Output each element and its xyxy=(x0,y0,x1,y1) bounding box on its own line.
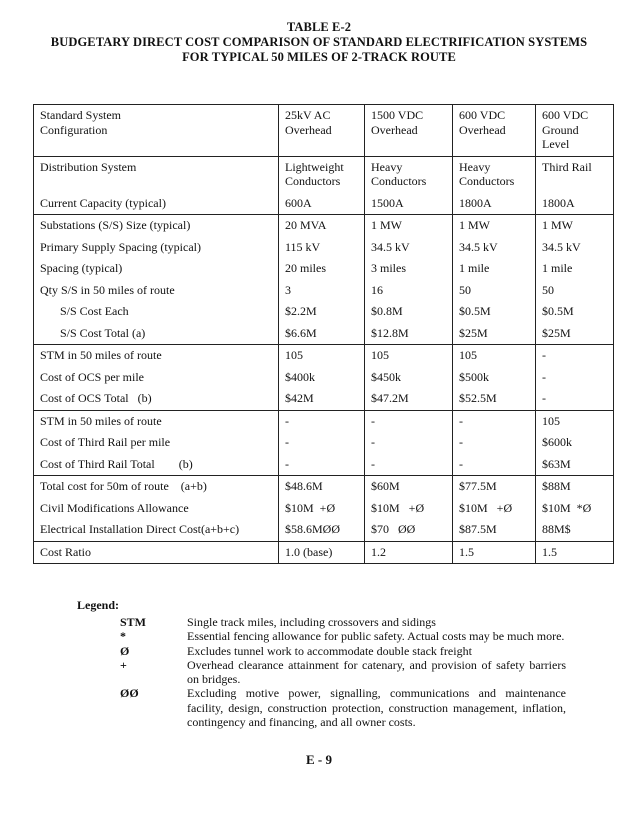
value-cell xyxy=(453,454,536,476)
value-line: Heavy xyxy=(459,159,491,174)
row-label-line: STM in 50 miles of route xyxy=(40,413,162,428)
value-cell xyxy=(365,410,453,432)
value-line: 600 VDC xyxy=(459,108,506,122)
value-line: $450k xyxy=(371,369,401,384)
value-cell xyxy=(279,454,365,476)
value-cell xyxy=(279,280,365,302)
value-line: $42M xyxy=(285,391,314,405)
value-cell xyxy=(536,280,614,302)
value-line: $400k xyxy=(285,369,315,384)
value-cell xyxy=(279,237,365,259)
value-line: $10M *Ø xyxy=(542,500,592,515)
row-label xyxy=(34,323,279,345)
value-line: - xyxy=(459,435,463,449)
row-label xyxy=(34,156,279,193)
table-title-block xyxy=(0,20,638,65)
legend-item xyxy=(120,658,566,687)
value-line: - xyxy=(371,456,375,471)
value-line: 1 MW xyxy=(459,218,490,232)
value-line: 1 MW xyxy=(371,218,402,232)
value-cell xyxy=(453,432,536,454)
value-line: $70 ØØ xyxy=(371,522,416,536)
row-label-line: Primary Supply Spacing (typical) xyxy=(40,239,201,254)
value-line: 50 xyxy=(542,282,554,297)
value-line: $52.5M xyxy=(459,391,497,405)
value-cell xyxy=(279,432,365,454)
value-cell xyxy=(453,237,536,259)
value-cell xyxy=(279,323,365,345)
value-line: $0.5M xyxy=(542,304,574,318)
value-cell xyxy=(453,301,536,323)
value-line: - xyxy=(371,413,375,428)
legend-item xyxy=(120,686,566,729)
value-cell xyxy=(365,193,453,215)
legend-description: Overhead clearance attainment for catenary, and provision of safety barriers on bridges. xyxy=(187,657,566,687)
value-line: 34.5 kV xyxy=(459,239,498,254)
value-cell xyxy=(453,280,536,302)
row-label-line: S/S Cost Total (a) xyxy=(60,325,146,340)
value-line: 1 MW xyxy=(542,218,573,232)
value-line: - xyxy=(285,413,289,428)
value-cell xyxy=(536,541,614,564)
value-line: 105 xyxy=(459,348,477,362)
value-line: Conductors xyxy=(285,174,341,188)
table-row xyxy=(34,367,614,389)
value-line: Overhead xyxy=(285,122,332,137)
value-cell xyxy=(536,193,614,215)
value-cell xyxy=(453,215,536,237)
legend-heading: Legend: xyxy=(77,598,119,612)
table-row xyxy=(34,258,614,280)
value-line: 1500A xyxy=(371,195,404,210)
value-cell xyxy=(536,237,614,259)
legend-description: Excluding motive power, signalling, communications and maintenance facility, design, construction protection, construction management, inflation, contingency and financing, and all owner costs. xyxy=(187,686,566,730)
row-label-line: Electrical Installation Direct Cost(a+b+c) xyxy=(40,522,240,536)
row-label xyxy=(34,432,279,454)
value-cell xyxy=(536,476,614,498)
value-cell xyxy=(536,454,614,476)
table-row xyxy=(34,498,614,520)
table-row xyxy=(34,476,614,498)
value-line: Ground xyxy=(542,122,579,137)
value-line: 34.5 kV xyxy=(371,239,410,254)
value-line: $12.8M xyxy=(371,325,409,340)
value-line: $25M xyxy=(542,325,571,340)
legend-symbol: * xyxy=(120,629,126,644)
value-cell xyxy=(279,367,365,389)
row-label xyxy=(34,193,279,215)
value-cell xyxy=(365,388,453,410)
value-line: $2.2M xyxy=(285,304,317,318)
row-label-line: STM in 50 miles of route xyxy=(40,348,162,362)
table-row xyxy=(34,432,614,454)
row-label xyxy=(34,215,279,237)
value-cell xyxy=(365,323,453,345)
row-label-line: Cost Ratio xyxy=(40,544,92,559)
value-cell xyxy=(453,345,536,367)
value-line: $63M xyxy=(542,456,571,471)
table-row xyxy=(34,345,614,367)
value-cell xyxy=(365,280,453,302)
row-label xyxy=(34,454,279,476)
value-line: Level xyxy=(542,137,570,151)
value-cell xyxy=(365,541,453,564)
value-line: 3 xyxy=(285,282,291,297)
value-cell xyxy=(279,410,365,432)
row-label xyxy=(34,258,279,280)
value-line: - xyxy=(285,435,289,449)
table-subtitle: FOR TYPICAL 50 MILES OF 2-TRACK ROUTE xyxy=(182,50,456,64)
value-cell xyxy=(453,388,536,410)
table-title: BUDGETARY DIRECT COST COMPARISON OF STANDARD ELECTRIFICATION SYSTEMS xyxy=(50,35,588,49)
value-line: 115 kV xyxy=(285,239,321,254)
value-line: $10M +Ø xyxy=(285,500,336,515)
table-row xyxy=(34,454,614,476)
value-line: 20 MVA xyxy=(285,218,327,232)
value-cell xyxy=(453,367,536,389)
value-line: 34.5 kV xyxy=(542,239,581,254)
value-cell xyxy=(365,215,453,237)
row-label-line: Cost of Third Rail Total (b) xyxy=(40,456,193,471)
value-line: $10M +Ø xyxy=(459,500,513,515)
value-line: $0.8M xyxy=(371,304,403,318)
legend-description: Essential fencing allowance for public safety. Actual costs may be much more. xyxy=(187,629,565,644)
value-line: 1500 VDC xyxy=(371,108,424,122)
value-line: 105 xyxy=(285,348,303,362)
page-number: E - 9 xyxy=(306,752,332,767)
legend-item xyxy=(120,644,566,658)
value-cell xyxy=(536,498,614,520)
value-cell xyxy=(536,323,614,345)
row-label-line: Substations (S/S) Size (typical) xyxy=(40,218,191,232)
row-label-line: S/S Cost Each xyxy=(60,304,129,318)
value-line: 20 miles xyxy=(285,261,326,275)
value-cell xyxy=(279,301,365,323)
value-line: $47.2M xyxy=(371,391,409,405)
value-cell xyxy=(536,367,614,389)
value-line: 1.5 xyxy=(542,544,557,559)
row-label xyxy=(34,476,279,498)
table-row xyxy=(34,410,614,432)
value-line: 3 miles xyxy=(371,261,406,275)
table-row xyxy=(34,388,614,410)
table-row xyxy=(34,193,614,215)
row-label-line: Spacing (typical) xyxy=(40,261,123,275)
value-line: Conductors xyxy=(371,174,427,188)
value-line: 88M$ xyxy=(542,522,571,536)
value-cell xyxy=(453,410,536,432)
value-line: Lightweight xyxy=(285,159,344,174)
value-line: $87.5M xyxy=(459,522,497,536)
legend-symbol: STM xyxy=(120,615,147,629)
value-line: $25M xyxy=(459,325,488,340)
cost-comparison-table xyxy=(33,104,614,564)
value-cell xyxy=(536,105,614,157)
value-line: $88M xyxy=(542,479,571,493)
value-line: Heavy xyxy=(371,159,403,174)
value-cell xyxy=(453,519,536,541)
value-line: Overhead xyxy=(371,122,418,137)
value-line: - xyxy=(459,456,463,471)
table-row xyxy=(34,105,614,157)
value-line: $600k xyxy=(542,435,572,449)
value-line: $58.6MØØ xyxy=(285,522,341,536)
value-line: $10M +Ø xyxy=(371,500,425,515)
table-row xyxy=(34,280,614,302)
value-cell xyxy=(279,519,365,541)
row-label-line: Civil Modifications Allowance xyxy=(40,500,189,515)
legend-item xyxy=(120,615,566,629)
value-line: - xyxy=(542,348,546,362)
value-cell xyxy=(453,323,536,345)
value-line: 50 xyxy=(459,282,471,297)
value-line: $60M xyxy=(371,479,400,493)
row-label xyxy=(34,301,279,323)
row-label-line: Cost of OCS Total (b) xyxy=(40,391,152,405)
row-label xyxy=(34,367,279,389)
row-label xyxy=(34,541,279,564)
legend-description: Excludes tunnel work to accommodate double stack freight xyxy=(187,643,472,658)
value-cell xyxy=(279,258,365,280)
value-cell xyxy=(536,345,614,367)
value-line: 16 xyxy=(371,282,383,297)
value-cell xyxy=(365,258,453,280)
row-label-line: Current Capacity (typical) xyxy=(40,195,166,210)
value-cell xyxy=(365,301,453,323)
row-label xyxy=(34,498,279,520)
value-line: 600A xyxy=(285,195,312,210)
value-cell xyxy=(279,215,365,237)
row-label-line: Distribution System xyxy=(40,159,137,174)
value-line: - xyxy=(371,435,375,449)
table-row xyxy=(34,156,614,193)
value-cell xyxy=(279,541,365,564)
value-line: Overhead xyxy=(459,122,506,137)
value-line: $6.6M xyxy=(285,325,317,340)
value-cell xyxy=(536,519,614,541)
row-label-line: Total cost for 50m of route (a+b) xyxy=(40,479,207,493)
value-cell xyxy=(365,345,453,367)
value-line: - xyxy=(459,413,463,428)
legend-item xyxy=(120,629,566,643)
legend-symbol: ØØ xyxy=(120,686,139,701)
table-row xyxy=(34,301,614,323)
value-line: $500k xyxy=(459,369,489,384)
value-line: 1800A xyxy=(459,195,492,210)
table-row xyxy=(34,237,614,259)
legend-description: Single track miles, including crossovers and sidings xyxy=(187,615,436,629)
value-cell xyxy=(453,105,536,157)
legend-symbol: Ø xyxy=(120,643,130,658)
value-cell xyxy=(279,193,365,215)
row-label xyxy=(34,105,279,157)
value-cell xyxy=(536,215,614,237)
value-cell xyxy=(365,105,453,157)
value-cell xyxy=(365,432,453,454)
value-cell xyxy=(453,193,536,215)
value-cell xyxy=(453,476,536,498)
row-label xyxy=(34,410,279,432)
value-line: - xyxy=(285,456,289,471)
value-cell xyxy=(365,498,453,520)
value-cell xyxy=(279,498,365,520)
value-line: 1800A xyxy=(542,195,575,210)
row-label-line: Configuration xyxy=(40,122,108,137)
value-cell xyxy=(536,432,614,454)
value-cell xyxy=(365,367,453,389)
table-row xyxy=(34,541,614,564)
table-row xyxy=(34,519,614,541)
value-cell xyxy=(536,301,614,323)
legend-symbol: + xyxy=(120,657,127,672)
value-line: 1 mile xyxy=(459,261,490,275)
value-cell xyxy=(279,105,365,157)
value-cell xyxy=(279,345,365,367)
value-line: 105 xyxy=(542,413,560,428)
value-cell xyxy=(536,156,614,193)
value-cell xyxy=(536,258,614,280)
value-cell xyxy=(279,156,365,193)
value-line: $0.5M xyxy=(459,304,491,318)
legend-list xyxy=(120,615,566,729)
value-line: 1.0 (base) xyxy=(285,544,333,559)
value-line: 1.2 xyxy=(371,544,386,559)
row-label xyxy=(34,345,279,367)
table-number: TABLE E-2 xyxy=(286,20,352,34)
value-cell xyxy=(365,156,453,193)
row-label xyxy=(34,280,279,302)
value-cell xyxy=(279,476,365,498)
value-line: 600 VDC xyxy=(542,108,589,122)
value-line: 1.5 xyxy=(459,544,474,559)
value-cell xyxy=(365,454,453,476)
value-line: - xyxy=(542,369,546,384)
row-label-line: Cost of OCS per mile xyxy=(40,369,144,384)
row-label xyxy=(34,519,279,541)
value-cell xyxy=(536,410,614,432)
value-line: $48.6M xyxy=(285,479,323,493)
value-cell xyxy=(365,519,453,541)
value-cell xyxy=(453,258,536,280)
value-cell xyxy=(365,476,453,498)
table-row xyxy=(34,323,614,345)
row-label-line: Cost of Third Rail per mile xyxy=(40,435,171,449)
value-cell xyxy=(453,541,536,564)
value-line: 25kV AC xyxy=(285,108,331,122)
value-line: - xyxy=(542,391,546,405)
value-cell xyxy=(453,498,536,520)
value-line: Third Rail xyxy=(542,159,592,174)
value-cell xyxy=(279,388,365,410)
value-cell xyxy=(365,237,453,259)
row-label-line: Standard System xyxy=(40,108,121,122)
value-cell xyxy=(536,388,614,410)
row-label xyxy=(34,388,279,410)
value-line: 1 mile xyxy=(542,261,573,275)
row-label-line: Qty S/S in 50 miles of route xyxy=(40,282,175,297)
value-line: $77.5M xyxy=(459,479,497,493)
value-line: Conductors xyxy=(459,174,515,188)
value-line: 105 xyxy=(371,348,389,362)
row-label xyxy=(34,237,279,259)
table-row xyxy=(34,215,614,237)
value-cell xyxy=(453,156,536,193)
